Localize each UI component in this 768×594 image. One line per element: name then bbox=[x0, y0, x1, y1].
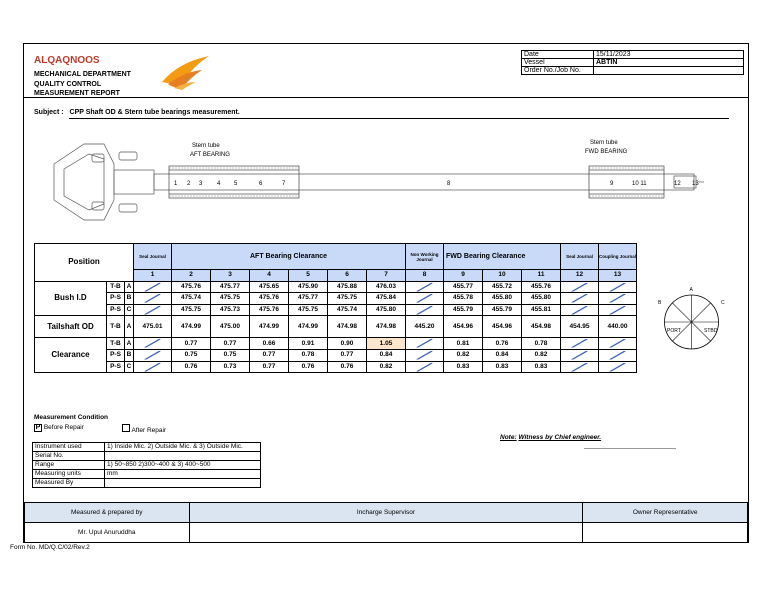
slash-cell bbox=[134, 338, 172, 350]
position-header: Position bbox=[35, 244, 134, 282]
diagram-num-9: 9 bbox=[610, 181, 614, 187]
slash-mark-icon bbox=[406, 282, 443, 293]
signature-table: Measured & prepared by Incharge Supervisor Owner Representative Mr. Upul Anuruddha bbox=[24, 502, 748, 543]
slash-mark-icon bbox=[561, 338, 598, 349]
slash-mark-icon bbox=[599, 350, 636, 361]
signature-line bbox=[584, 448, 676, 449]
slash-mark-icon bbox=[599, 293, 636, 304]
slash-cell bbox=[406, 338, 444, 350]
order-value bbox=[594, 67, 744, 75]
svg-text:B: B bbox=[658, 300, 662, 306]
diagram-num-4: 4 bbox=[217, 181, 221, 187]
slash-cell bbox=[599, 281, 637, 293]
diagram-num-10-11: 10 11 bbox=[632, 181, 647, 187]
diagram-num-3: 3 bbox=[199, 181, 203, 187]
slash-cell bbox=[134, 281, 172, 293]
slash-cell bbox=[406, 361, 444, 373]
highlighted-value: 1.05 bbox=[367, 338, 406, 350]
subject-line: Subject : CPP Shaft OD & Stern tube bearings measurement. bbox=[34, 109, 240, 116]
slash-mark-icon bbox=[561, 362, 598, 373]
header-info-table: Date 15/11/2023 Vessel ABTIN Order No./Job No. bbox=[521, 50, 744, 75]
shaft-diagram bbox=[44, 124, 704, 232]
date-value: 15/11/2023 bbox=[594, 51, 744, 59]
slash-cell bbox=[599, 349, 637, 361]
note: Note: Witness by Chief engineer. bbox=[500, 434, 602, 441]
diagram-num-1: 1 bbox=[174, 181, 178, 187]
slash-cell bbox=[599, 338, 637, 350]
slash-cell bbox=[561, 361, 599, 373]
slash-cell bbox=[561, 338, 599, 350]
slash-cell bbox=[561, 293, 599, 305]
slash-mark-icon bbox=[599, 305, 636, 316]
slash-mark-icon bbox=[406, 350, 443, 361]
slash-mark-icon bbox=[561, 282, 598, 293]
slash-mark-icon bbox=[134, 362, 171, 373]
slash-mark-icon bbox=[406, 362, 443, 373]
slash-cell bbox=[406, 293, 444, 305]
slash-cell bbox=[406, 349, 444, 361]
measurement-condition-title: Measurement Condition bbox=[34, 414, 109, 421]
divider bbox=[24, 97, 748, 98]
diagram-num-8: 8 bbox=[447, 181, 451, 187]
slash-mark-icon bbox=[561, 293, 598, 304]
svg-text:C: C bbox=[721, 300, 725, 306]
diagram-num-12: 12 bbox=[674, 181, 681, 187]
slash-mark-icon bbox=[599, 282, 636, 293]
svg-text:AFT BEARING: AFT BEARING bbox=[190, 152, 230, 158]
slash-cell bbox=[599, 361, 637, 373]
compass-diagram bbox=[654, 282, 729, 357]
slash-mark-icon bbox=[599, 338, 636, 349]
slash-mark-icon bbox=[134, 350, 171, 361]
company-name: ALQAQNOOS bbox=[34, 55, 100, 66]
svg-text:Stern tube: Stern tube bbox=[590, 140, 618, 146]
slash-cell bbox=[599, 304, 637, 316]
diagram-num-6: 6 bbox=[259, 181, 263, 187]
slash-cell bbox=[406, 304, 444, 316]
report-page bbox=[23, 43, 749, 543]
clearance-label: Clearance bbox=[35, 338, 107, 373]
vessel-value: ABTIN bbox=[594, 59, 744, 67]
slash-mark-icon bbox=[406, 338, 443, 349]
table-row: Clearance T-B A 0.77 0.77 0.66 0.91 0.90 1.05 0.81 0.76 0.78 bbox=[35, 338, 637, 350]
svg-text:STBD: STBD bbox=[704, 328, 718, 334]
diagram-num-13: 13 bbox=[692, 181, 699, 187]
table-row: Bush I.D T-B A 475.76 475.77 475.65 475.90 475.88 476.03 455.77 455.72 455.76 bbox=[35, 281, 637, 293]
slash-mark-icon bbox=[406, 305, 443, 316]
aft-bearing-header: AFT Bearing Clearance bbox=[172, 244, 406, 270]
svg-text:FWD BEARING: FWD BEARING bbox=[585, 149, 628, 155]
slash-mark-icon bbox=[134, 282, 171, 293]
instrument-table: Instrument used 1) Inside Mic. 2) Outside Mic. & 3) Outside Mic. Serial No. Range 1) 50~850 2)300~400 & 3) 400~500 Measuring units mm Measured By bbox=[32, 442, 261, 488]
table-row: P-S C 0.76 0.73 0.77 0.76 0.76 0.82 0.83 0.83 0.83 bbox=[35, 361, 637, 373]
slash-cell bbox=[134, 293, 172, 305]
slash-mark-icon bbox=[134, 293, 171, 304]
form-number: Form No. MD/Q.C/02/Rev.2 bbox=[10, 544, 90, 551]
slash-mark-icon bbox=[561, 350, 598, 361]
diagram-num-2: 2 bbox=[187, 181, 191, 187]
department-lines: MECHANICAL DEPARTMENT QUALITY CONTROL MEASUREMENT REPORT bbox=[34, 71, 131, 97]
preparer-name: Mr. Upul Anuruddha bbox=[25, 523, 190, 543]
slash-cell bbox=[406, 281, 444, 293]
measurement-table: Position Seal Journal AFT Bearing Clearance Non Working Journal FWD Bearing Clearance Seal Journal Coupling Journal 1 2 3 4 5 6 7 8 9 10 11 12 13 Bush I.D T-B A 475.76 475.77 475.65 475.90 475.88 476.03 455.77 455.72 455.76 P-S B 475.74 475.75 475.76 475.77 475.75 475.84 455.78 455.80 455.80 P-S C 475.75 475.73 475.76 475.75 475.74 475.80 455.79 455.79 455.81 Tailshaft OD T-B A 475.01 474.99 475.00 474.99 474.99 474.98 474.98 445.20 454.96 454.96 454.98 454.95 440.00 Clearance T-B A 0.77 0.77 0.66 0.91 0.90 1.05 0.81 0.76 0.78 P-S B 0.75 0.75 0.77 0.78 0.77 0.84 0.82 0.84 0.82 P-S C 0.76 0.73 0.77 0.76 0.76 0.82 0.83 0.83 0.83 bbox=[34, 243, 637, 373]
after-repair-checkbox[interactable]: After Repair bbox=[122, 424, 166, 434]
before-repair-checkbox[interactable]: P Before Repair bbox=[35, 424, 84, 431]
slash-mark-icon bbox=[599, 362, 636, 373]
diagram-num-5: 5 bbox=[234, 181, 238, 187]
table-row: P-S B 475.74 475.75 475.76 475.77 475.75 475.84 455.78 455.80 455.80 bbox=[35, 293, 637, 305]
slash-mark-icon bbox=[134, 305, 171, 316]
svg-text:A: A bbox=[689, 287, 693, 293]
fwd-bearing-header: FWD Bearing Clearance bbox=[444, 244, 561, 270]
slash-cell bbox=[134, 349, 172, 361]
table-row: Tailshaft OD T-B A 475.01 474.99 475.00 474.99 474.99 474.98 474.98 445.20 454.96 454.96 454.98 454.95 440.00 bbox=[35, 316, 637, 338]
slash-mark-icon bbox=[561, 305, 598, 316]
bird-logo-icon bbox=[154, 52, 214, 92]
slash-mark-icon bbox=[406, 293, 443, 304]
table-row: P-S B 0.75 0.75 0.77 0.78 0.77 0.84 0.82 0.84 0.82 bbox=[35, 349, 637, 361]
bush-id-label: Bush I.D bbox=[35, 281, 107, 316]
slash-cell bbox=[561, 304, 599, 316]
slash-cell bbox=[134, 361, 172, 373]
subject-underline bbox=[69, 118, 729, 119]
column-number-row: 1 2 3 4 5 6 7 8 9 10 11 12 13 bbox=[35, 270, 637, 282]
tailshaft-label: Tailshaft OD bbox=[35, 316, 107, 338]
slash-cell bbox=[561, 349, 599, 361]
slash-cell bbox=[561, 281, 599, 293]
slash-cell bbox=[599, 293, 637, 305]
diagram-num-7: 7 bbox=[282, 181, 286, 187]
svg-text:PORT: PORT bbox=[667, 328, 681, 334]
slash-mark-icon bbox=[134, 338, 171, 349]
table-row: P-S C 475.75 475.73 475.76 475.75 475.74 475.80 455.79 455.79 455.81 bbox=[35, 304, 637, 316]
svg-text:Stern tube: Stern tube bbox=[192, 143, 220, 149]
slash-cell bbox=[134, 304, 172, 316]
